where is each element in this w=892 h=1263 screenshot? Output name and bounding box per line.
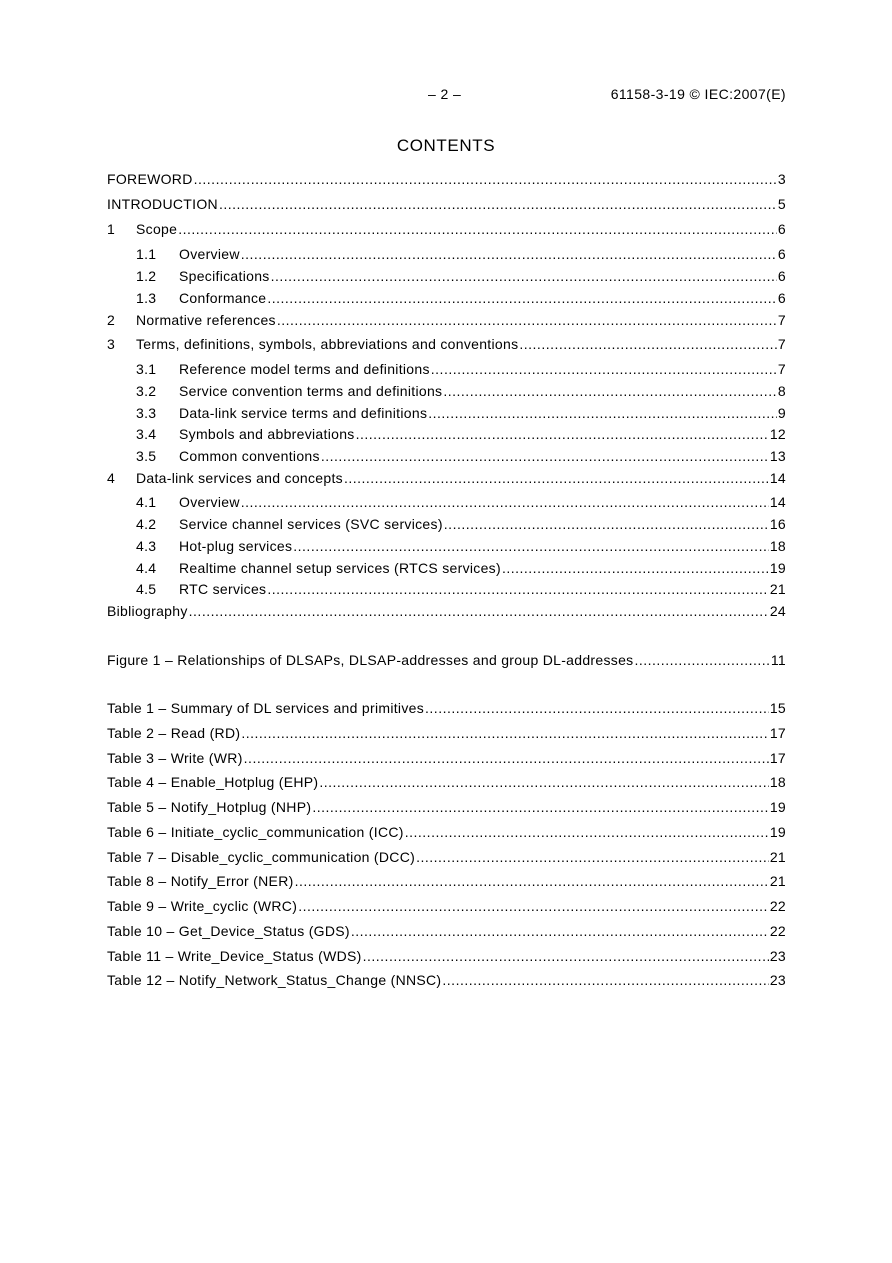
toc-entry-label: Table 2 – Read (RD) xyxy=(107,725,241,741)
toc-entry-number: 3.1 xyxy=(136,361,157,377)
toc-table-12[interactable] xyxy=(107,972,786,990)
toc-entry-page: 19 xyxy=(769,799,786,815)
toc-entry-page: 15 xyxy=(769,700,786,716)
toc-entry-label: FOREWORD xyxy=(107,171,193,187)
toc-entry-page: 13 xyxy=(769,448,786,464)
toc-entry-label: Table 10 – Get_Device_Status (GDS) xyxy=(107,923,350,939)
toc-entry-page: 23 xyxy=(769,948,786,964)
toc-entry-label: Table 12 – Notify_Network_Status_Change (NNSC) xyxy=(107,972,442,988)
toc-entry-4-1[interactable] xyxy=(107,494,786,512)
toc-entry-3-1[interactable] xyxy=(107,361,786,379)
toc-entry-page: 7 xyxy=(777,336,786,352)
toc-table-6[interactable] xyxy=(107,824,786,842)
toc-table-4[interactable] xyxy=(107,774,786,792)
toc-entry-page: 12 xyxy=(769,426,786,442)
toc-entry-label: Specifications xyxy=(179,268,270,284)
toc-entry-label: Table 5 – Notify_Hotplug (NHP) xyxy=(107,799,312,815)
toc-entry-3-2[interactable] xyxy=(107,383,786,401)
toc-entry-number: 1.1 xyxy=(136,246,157,262)
toc-entry-page: 6 xyxy=(777,221,786,237)
toc-entry-number: 3.5 xyxy=(136,448,157,464)
toc-entry-page: 5 xyxy=(777,196,786,212)
toc-entry-introduction[interactable] xyxy=(107,196,786,214)
page-title: CONTENTS xyxy=(396,136,496,155)
toc-table-2[interactable] xyxy=(107,725,786,743)
toc-entry-page: 7 xyxy=(777,361,786,377)
toc-entry-page: 21 xyxy=(769,873,786,889)
toc-entry-label: Overview xyxy=(179,246,240,262)
toc-entry-page: 21 xyxy=(769,849,786,865)
toc-table-1[interactable] xyxy=(107,700,786,718)
toc-entry-number: 4.2 xyxy=(136,516,157,532)
toc-entry-page: 19 xyxy=(769,824,786,840)
toc-entry-page: 17 xyxy=(769,750,786,766)
toc-entry-3[interactable] xyxy=(107,336,786,354)
toc-entry-label: Hot-plug services xyxy=(179,538,293,554)
toc-entry-label: Table 11 – Write_Device_Status (WDS) xyxy=(107,948,362,964)
toc-entry-label: Overview xyxy=(179,494,240,510)
toc-entry-number: 1.3 xyxy=(136,290,157,306)
toc-entry-number: 3.3 xyxy=(136,405,157,421)
toc-entry-page: 18 xyxy=(769,774,786,790)
toc-entry-label: Table 9 – Write_cyclic (WRC) xyxy=(107,898,298,914)
toc-entry-label: Table 1 – Summary of DL services and primitives xyxy=(107,700,425,716)
toc-entry-page: 24 xyxy=(769,603,786,619)
toc-entry-page: 7 xyxy=(777,312,786,328)
toc-table-7[interactable] xyxy=(107,849,786,867)
toc-entry-number: 4.3 xyxy=(136,538,157,554)
toc-table-8[interactable] xyxy=(107,873,786,891)
toc-table-9[interactable] xyxy=(107,898,786,916)
toc-entry-label: Symbols and abbreviations xyxy=(179,426,355,442)
toc-table-5[interactable] xyxy=(107,799,786,817)
toc-entry-label: Common conventions xyxy=(179,448,320,464)
toc-entry-label: INTRODUCTION xyxy=(107,196,218,212)
toc-entry-number: 1 xyxy=(107,221,116,237)
toc-entry-page: 9 xyxy=(777,405,786,421)
toc-entry-page: 19 xyxy=(769,560,786,576)
toc-entry-label: Table 6 – Initiate_cyclic_communication (ICC) xyxy=(107,824,404,840)
toc-entry-number: 2 xyxy=(107,312,116,328)
toc-entry-1[interactable] xyxy=(107,221,786,239)
toc-entry-label: Data-link services and concepts xyxy=(136,470,343,486)
toc-entry-number: 3 xyxy=(107,336,116,352)
toc-entry-3-3[interactable] xyxy=(107,405,786,423)
toc-entry-page: 6 xyxy=(777,290,786,306)
toc-entry-page: 22 xyxy=(769,923,786,939)
toc-entry-page: 3 xyxy=(777,171,786,187)
toc-entry-2[interactable] xyxy=(107,312,786,330)
toc-table-11[interactable] xyxy=(107,948,786,966)
toc-entry-page: 8 xyxy=(777,383,786,399)
toc-entry-page: 11 xyxy=(770,652,786,668)
toc-entry-4-2[interactable] xyxy=(107,516,786,534)
page-number: – 2 – xyxy=(428,86,462,102)
toc-entry-4-5[interactable] xyxy=(107,581,786,599)
toc-entry-page: 17 xyxy=(769,725,786,741)
toc-entry-label: Reference model terms and definitions xyxy=(179,361,430,377)
toc-entry-4-3[interactable] xyxy=(107,538,786,556)
toc-entry-label: Service convention terms and definitions xyxy=(179,383,443,399)
document-id: 61158-3-19 © IEC:2007(E) xyxy=(610,86,786,102)
toc-entry-page: 6 xyxy=(777,268,786,284)
toc-entry-page: 14 xyxy=(769,470,786,486)
toc-entry-label: Service channel services (SVC services) xyxy=(179,516,443,532)
toc-entry-label: RTC services xyxy=(179,581,267,597)
toc-entry-label: Table 7 – Disable_cyclic_communication (DCC) xyxy=(107,849,416,865)
toc-entry-page: 6 xyxy=(777,246,786,262)
toc-entry-label: Scope xyxy=(136,221,178,237)
toc-entry-1-3[interactable] xyxy=(107,290,786,308)
toc-entry-page: 18 xyxy=(769,538,786,554)
toc-entry-1-1[interactable] xyxy=(107,246,786,264)
toc-entry-number: 4 xyxy=(107,470,116,486)
toc-entry-label: Data-link service terms and definitions xyxy=(179,405,428,421)
toc-entry-page: 23 xyxy=(769,972,786,988)
toc-entry-label: Table 3 – Write (WR) xyxy=(107,750,243,766)
toc-entry-foreword[interactable] xyxy=(107,171,786,189)
toc-figure-1[interactable] xyxy=(107,652,786,670)
toc-entry-label: Bibliography xyxy=(107,603,188,619)
toc-entry-bibliography[interactable] xyxy=(107,603,786,621)
toc-entry-4[interactable] xyxy=(107,470,786,488)
toc-entry-label: Terms, definitions, symbols, abbreviations and conventions xyxy=(136,336,519,352)
toc-table-10[interactable] xyxy=(107,923,786,941)
toc-entry-3-5[interactable] xyxy=(107,448,786,466)
toc-entry-number: 4.1 xyxy=(136,494,157,510)
toc-entry-4-4[interactable] xyxy=(107,560,786,578)
toc-entry-page: 21 xyxy=(769,581,786,597)
toc-entry-label: Table 8 – Notify_Error (NER) xyxy=(107,873,294,889)
toc-entry-label: Figure 1 – Relationships of DLSAPs, DLSAP-addresses and group DL-addresses xyxy=(107,652,634,668)
toc-table-3[interactable] xyxy=(107,750,786,768)
toc-entry-label: Table 4 – Enable_Hotplug (EHP) xyxy=(107,774,319,790)
toc-entry-number: 1.2 xyxy=(136,268,157,284)
toc-entry-3-4[interactable] xyxy=(107,426,786,444)
toc-entry-number: 3.2 xyxy=(136,383,157,399)
toc-entry-label: Normative references xyxy=(136,312,276,328)
toc-entry-number: 4.4 xyxy=(136,560,157,576)
toc-entry-page: 14 xyxy=(769,494,786,510)
toc-entry-label: Conformance xyxy=(179,290,267,306)
toc-entry-1-2[interactable] xyxy=(107,268,786,286)
toc-entry-page: 22 xyxy=(769,898,786,914)
toc-entry-label: Realtime channel setup services (RTCS services) xyxy=(179,560,501,576)
page-header xyxy=(0,86,892,106)
toc-entry-number: 4.5 xyxy=(136,581,157,597)
toc-entry-number: 3.4 xyxy=(136,426,157,442)
toc-entry-page: 16 xyxy=(769,516,786,532)
